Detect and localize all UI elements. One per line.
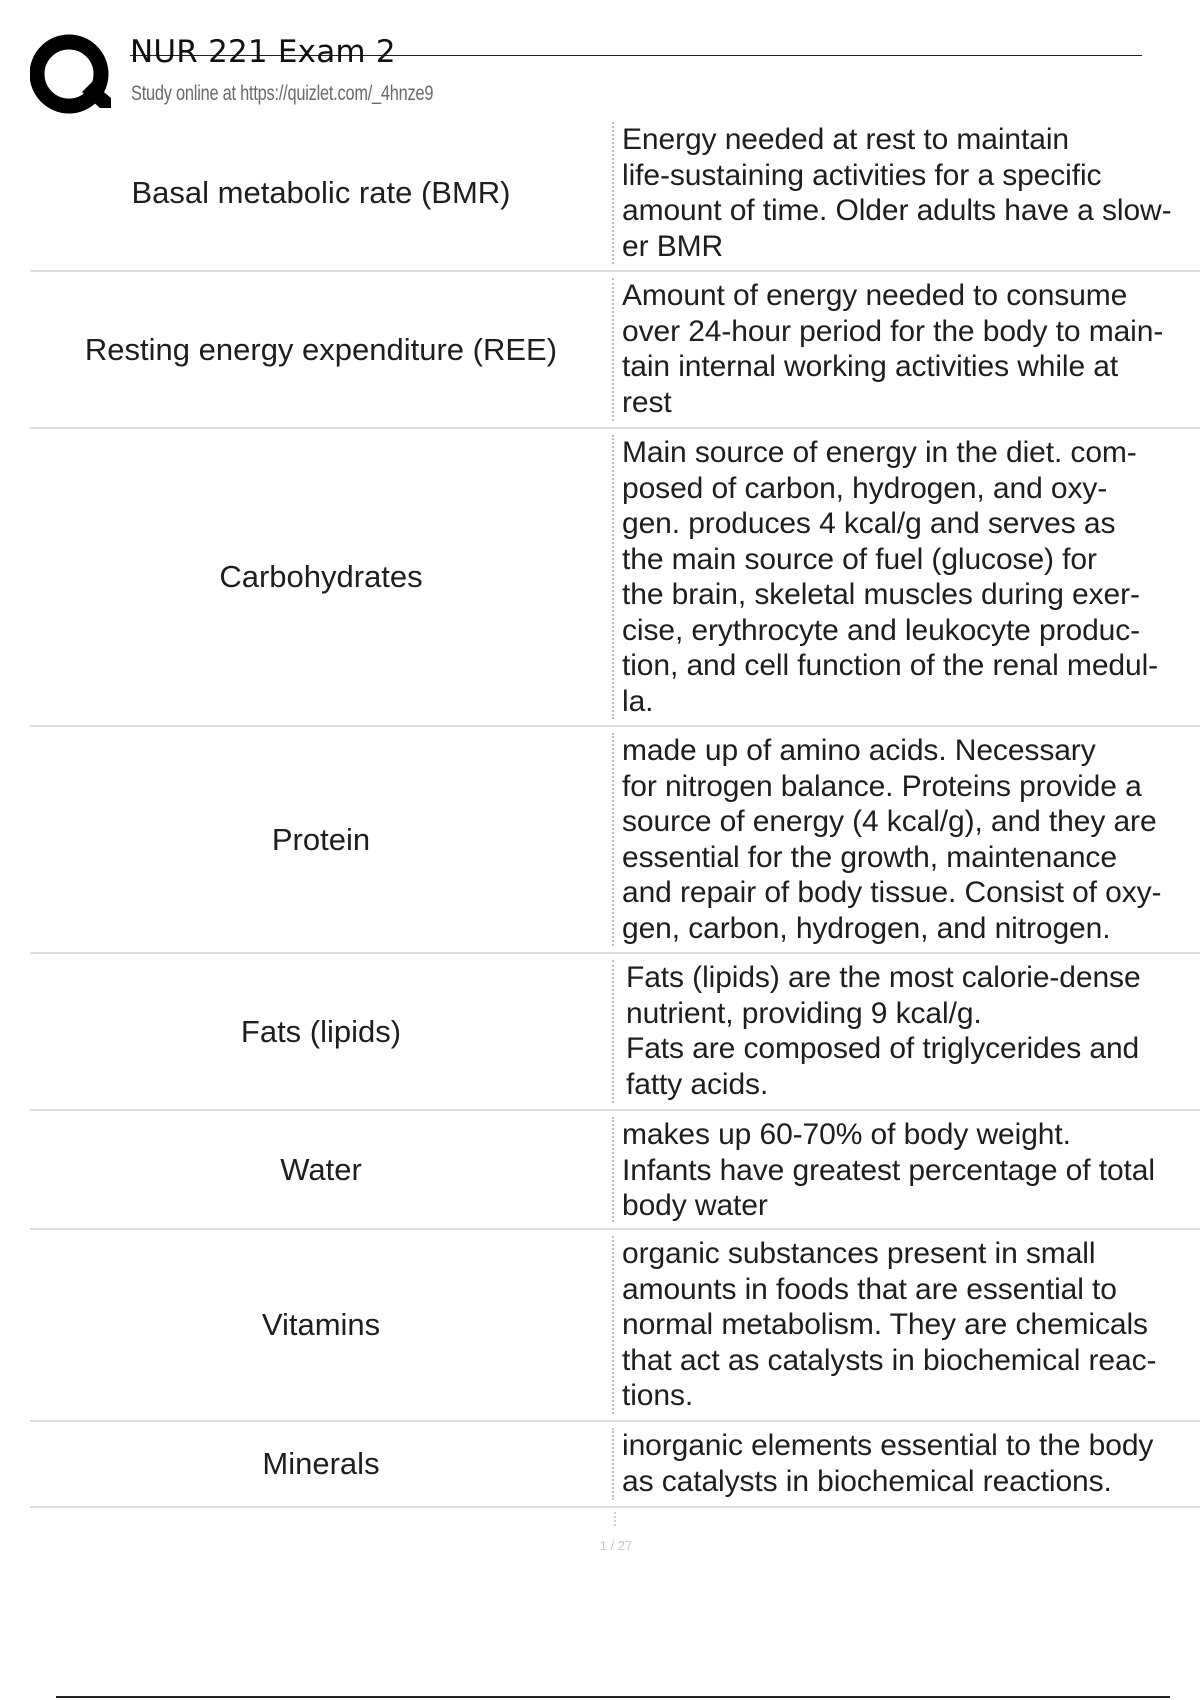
- page-title: NUR 221 Exam 2: [130, 34, 396, 70]
- flashcard-row: [30, 727, 1200, 954]
- card-definition: Fats (lipids) are the most calorie-dense nutrient, providing 9 kcal/g. Fats are composed of triglycerides and fatty acids.: [626, 961, 1141, 1101]
- page-indicator: 1 / 27: [599, 1538, 633, 1553]
- flashcard-list: [30, 116, 1200, 1508]
- card-term: Basal metabolic rate (BMR): [131, 175, 511, 210]
- card-term: Fats (lipids): [240, 1013, 402, 1049]
- flashcard-row: [30, 429, 1200, 727]
- page-header: [30, 28, 1130, 118]
- card-definition: makes up 60-70% of body weight. Infants have greatest percentage of total body water: [622, 1118, 1155, 1222]
- card-definition: organic substances present in small amounts in foods that are essential to normal metabolism. They are chemicals that act as catalysts in biochemical reac- tions.: [622, 1237, 1157, 1412]
- flashcard-row: [30, 272, 1200, 429]
- card-term: Resting energy expenditure (REE): [84, 331, 558, 367]
- card-term: Vitamins: [261, 1307, 381, 1342]
- card-definition: Amount of energy needed to consume over 24-hour period for the body to main- tain internal working activities while at rest: [622, 279, 1164, 419]
- card-definition: Energy needed at rest to maintain life-sustaining activities for a specific amount of time. Older adults have a slow- er BMR: [622, 123, 1172, 263]
- flashcard-row: [30, 1230, 1200, 1422]
- flashcard-row: [30, 116, 1200, 272]
- card-definition: Main source of energy in the diet. com- posed of carbon, hydrogen, and oxy- gen. produces 4 kcal/g and serves as the main source of fuel (glucose) for the brain, skeletal muscles during exer- cise, erythrocyte and leukocyte produc- tion, and cell function of the renal medul- la.: [622, 436, 1159, 718]
- flashcard-row: [30, 1422, 1200, 1508]
- footer-divider: [56, 1696, 1170, 1698]
- card-term: Carbohydrates: [219, 559, 423, 594]
- card-term: Minerals: [262, 1446, 380, 1481]
- column-divider-tail: [614, 1512, 616, 1526]
- card-definition: inorganic elements essential to the body as catalysts in biochemical reactions.: [622, 1429, 1154, 1498]
- flashcard-row: [30, 1111, 1200, 1230]
- study-online-link[interactable]: Study online at https://quizlet.com/_4hnze9: [131, 82, 434, 105]
- flashcard-row: [30, 954, 1200, 1111]
- card-term: Water: [280, 1151, 362, 1187]
- card-definition: made up of amino acids. Necessary for nitrogen balance. Proteins provide a source of energy (4 kcal/g), and they are essential for the growth, maintenance and repair of body tissue. Consist of oxy- gen, carbon, hydrogen, and nitrogen.: [622, 734, 1162, 945]
- card-term: Protein: [271, 821, 371, 857]
- quizlet-logo-icon: [30, 34, 112, 116]
